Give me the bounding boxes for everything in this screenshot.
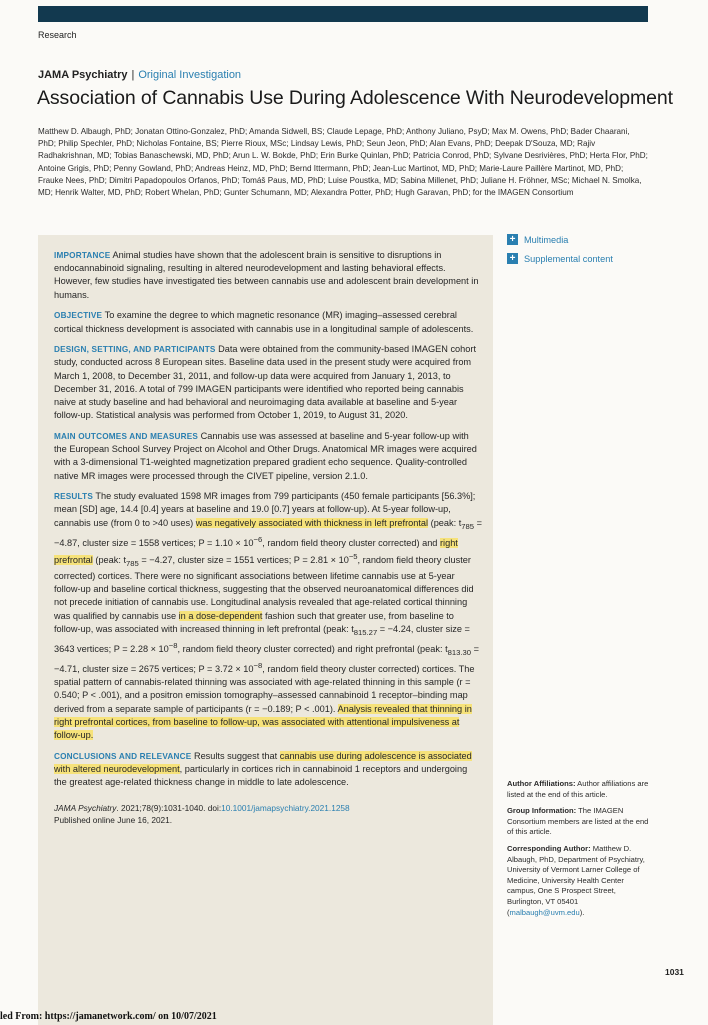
corr-label: Corresponding Author: (507, 843, 591, 853)
design-text: Data were obtained from the community-based IMAGEN cohort study, conducted across 8 European sites. Baseline data used in the present study were acquired from March 1, 2008, to December 31, 2011, and follow-up data were acquired from January 1, 2013, to December 31, 2016. A total of 799 IMAGEN participants were identified who reported being cannabis naive at study baseline and had behavioral and neuroimaging data available at baseline and 5-year follow-up. Statistical analysis was performed from October 1, 2019, to August 31, 2020. (54, 344, 476, 421)
results-highlight-1: was negatively associated with thickness in left prefrontal (195, 517, 429, 528)
author-affiliations (507, 779, 652, 800)
sidebar-links (507, 234, 613, 272)
design-heading: DESIGN, SETTING, AND PARTICIPANTS (54, 345, 216, 355)
results-sub-2: 785 (126, 558, 139, 568)
corresponding-author (507, 844, 652, 918)
results-text-3: = −4.87, cluster size = 1558 vertices; P = 1.10 × 10 (54, 517, 482, 548)
plus-icon: + (507, 253, 518, 264)
abstract-design (54, 343, 482, 422)
group-text: The IMAGEN Consortium members are listed at the end of this article. (507, 806, 649, 837)
separator: | (131, 69, 135, 81)
conclusions-highlight: cannabis use during adolescence is associated with altered neurodevelopment (54, 750, 472, 774)
multimedia-label: Multimedia (524, 234, 569, 245)
results-highlight-3: in a dose-dependent (178, 610, 263, 621)
journal-header-bar (38, 6, 648, 22)
results-text-6: = −4.27, cluster size = 1551 vertices; P = 2.81 × 10 (138, 555, 349, 566)
results-highlight-4: Analysis revealed that thinning in right prefrontal cortices, from baseline to follow-up, was associated with attentional impulsiveness at follow-up. (54, 703, 472, 741)
results-text-1: The study evaluated 1598 MR images from 799 participants (450 female participants [56.3%]; mean [SD] age, 14.4 [0.4] years at baseline and 19.0 [0.7] years at follow-up). At 5-year follow-up, cannabis use (from 0 to >40 uses) (54, 491, 476, 528)
citation-doi-link[interactable]: 10.1001/jamapsychiatry.2021.1258 (221, 803, 350, 814)
outcomes-text: Cannabis use was assessed at baseline and 5-year follow-up with the European School Survey Project on Alcohol and Other Drugs. Anatomical MR images were acquired with a 3-dimensional T1-weighted magnetization prepared gradient echo sequence. Quality-controlled native MR images were processed through the CIVET pipeline, version 2.1.0. (54, 430, 477, 481)
citation (54, 803, 482, 826)
results-sup-2: −5 (348, 551, 358, 561)
abstract-objective (54, 309, 482, 335)
results-sup-1: −6 (253, 534, 263, 544)
conclusions-heading: CONCLUSIONS AND RELEVANCE (54, 751, 192, 761)
group-information (507, 806, 652, 838)
conclusions-text-2: , particularly in cortices rich in cannabinoid 1 receptors and undergoing the greatest age-related thickness change in middle to late adolescence. (54, 763, 468, 788)
citation-published: Published online June 16, 2021. (54, 814, 173, 825)
abstract-importance (54, 249, 482, 302)
email-link[interactable]: malbaugh@uvm.edu (509, 907, 580, 917)
results-text-5: (peak: t (92, 555, 127, 566)
abstract-outcomes (54, 430, 482, 483)
results-text-7: , random field theory cluster corrected) cortices. There were no significant associations between lifetime cannabis use at 5-year follow-up and baseline cortical thickness, suggesting that the observed neuroanatomical differences did not precede initiation of cannabis use. Longitudinal analysis revealed that age-related cortical thinning was qualified by cannabis use (54, 555, 474, 621)
importance-heading: IMPORTANCE (54, 251, 111, 260)
results-text-10: , random field theory cluster corrected) and right prefrontal (peak: t (177, 643, 448, 654)
conclusions-text-1: Results suggest that (193, 750, 280, 761)
results-highlight-2: right prefrontal (54, 537, 458, 566)
results-text-12: , random field theory cluster corrected) cortices. The spatial pattern of cannabis-related thinning was associated with age-related thinning in this sample (r = 0.540; P < .001), and a positron emission tomography–assessed cannabinoid 1 receptor–binding map derived from a separate sample of participants (r = −0.189; P < .001). (54, 664, 475, 714)
section-label: Research (38, 30, 77, 40)
corr-text: Matthew D. Albaugh, PhD, Department of Psychiatry, University of Vermont Larner College of Medicine, University Health Center campus, One S Prospect Street, Burlington, VT 05401 ( (507, 843, 645, 917)
affil-text: Author affiliations are listed at the end of this article. (507, 779, 649, 799)
objective-heading: OBJECTIVE (54, 311, 103, 321)
author-list: Matthew D. Albaugh, PhD; Jonatan Ottino-Gonzalez, PhD; Amanda Sidwell, BS; Claude Lepage, PhD; Anthony Juliano, PsyD; Max M. Owens, PhD; Bader Chaarani, PhD; Philip Spechler, PhD; Nicholas Fontaine, BS; Pierre Rioux, MSc; Lindsay Lewis, PhD; Seun Jeon, PhD; Alan Evans, PhD; Deepak D'Souza, MD; Rajiv Radhakrishnan, MD; Tobias Banaschewski, MD, PhD; Arun L. W. Bokde, PhD; Erin Burke Quinlan, PhD; Patricia Conrod, PhD; Sylvane Desrivières, PhD; Herta Flor, PhD; Antoine Grigis, PhD; Penny Gowland, PhD; Andreas Heinz, MD, PhD; Bernd Ittermann, PhD; Jean-Luc Martinot, MD, PhD; Marie-Laure Paillère Martinot, MD, PhD; Frauke Nees, PhD; Dimitri Papadopoulos Orfanos, PhD; Tomáš Paus, MD, PhD; Luise Poustka, MD; Sabina Millenet, PhD; Juliane H. Fröhner, MSc; Michael N. Smolka, MD; Henrik Walter, MD, PhD; Robert Whelan, PhD; Gunter Schumann, MD; Alexandra Potter, PhD; Hugh Garavan, PhD; for the IMAGEN Consortium (38, 127, 648, 198)
results-sub-3: 815.27 (353, 627, 378, 637)
outcomes-heading: MAIN OUTCOMES AND MEASURES (54, 431, 199, 441)
citation-journal: JAMA Psychiatry (54, 803, 117, 814)
importance-text: Animal studies have shown that the adolescent brain is sensitive to disruptions in endocannabinoid signaling, resulting in altered neurodevelopment and lasting behavioral effects. However, few studies have investigated ties between cannabis use and adolescent brain development in humans. (54, 250, 479, 300)
journal-name: JAMA Psychiatry (38, 69, 128, 81)
article-title: Association of Cannabis Use During Adolescence With Neurodevelopment (37, 87, 673, 109)
plus-icon: + (507, 234, 518, 245)
citation-ref: . 2021;78(9):1031-1040. doi: (116, 803, 222, 814)
abstract-results (54, 490, 482, 742)
corr-end: ). (579, 907, 585, 917)
results-sup-3: −8 (168, 640, 178, 650)
results-text-11: = −4.71, cluster size = 2675 vertices; P = 3.72 × 10 (54, 643, 479, 675)
results-text-4: , random field theory cluster corrected) and (262, 537, 440, 548)
objective-text: To examine the degree to which magnetic resonance (MR) imaging–assessed cerebral cortical thickness development is associated with cannabis use in a longitudinal sample of adolescents. (54, 310, 474, 334)
results-text-2: (peak: t (428, 517, 462, 528)
supplemental-label: Supplemental content (524, 253, 613, 264)
article-type[interactable]: Original Investigation (138, 69, 242, 81)
author-info-sidebar (507, 779, 652, 924)
group-label: Group Information: (507, 806, 577, 816)
page-number: 1031 (665, 967, 684, 977)
abstract-conclusions (54, 750, 482, 790)
results-sub-4: 813.30 (447, 647, 472, 657)
results-text-9: = −4.24, cluster size = 3643 vertices; P = 2.28 × 10 (54, 623, 470, 654)
download-stamp: led From: https://jamanetwork.com/ on 10/07/2021 (0, 1011, 217, 1022)
journal-line (38, 69, 241, 81)
results-sup-4: −8 (253, 660, 263, 670)
results-heading: RESULTS (54, 492, 94, 502)
results-text-8: fashion such that greater use, from baseline to follow-up, was associated with increased thinning in left prefrontal (peak: t (54, 610, 454, 634)
affil-label: Author Affiliations: (507, 779, 576, 788)
results-sub-1: 785 (461, 521, 475, 531)
abstract-panel (38, 235, 493, 1025)
supplemental-content-link[interactable] (507, 253, 613, 264)
multimedia-link[interactable] (507, 234, 613, 245)
